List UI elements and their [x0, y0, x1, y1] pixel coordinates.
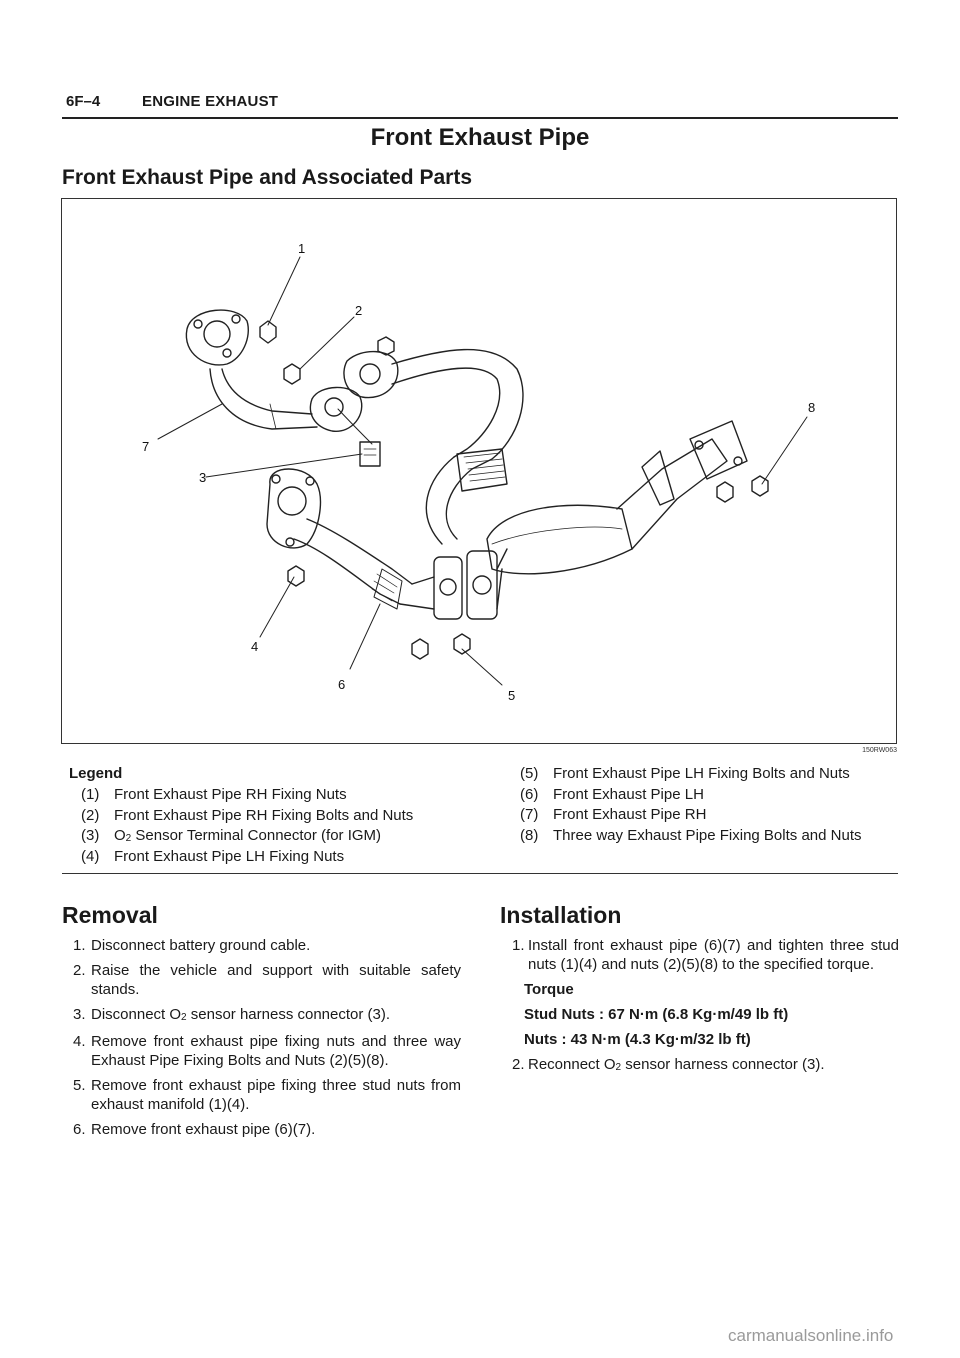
installation-steps	[500, 936, 899, 1082]
legend-item: (3) $O_2$ Sensor Terminal Connector (for IGM)	[81, 827, 382, 844]
figure-heading: Front Exhaust Pipe and Associated Parts	[62, 166, 472, 189]
list-item: 6. Remove front exhaust pipe (6)(7).	[73, 1121, 316, 1138]
legend-item: (7) Front Exhaust Pipe RH	[520, 806, 707, 823]
callout-1: 1	[298, 241, 306, 256]
list-item: 2. Raise the vehicle and support with suitable safety stands.	[73, 962, 461, 998]
callout-5: 5	[508, 688, 516, 703]
installation-heading: Installation	[500, 902, 622, 928]
callout-4: 4	[251, 639, 259, 654]
legend-left-column	[81, 786, 413, 868]
legend-item: (8) Three way Exhaust Pipe Fixing Bolts and Nuts	[520, 826, 862, 844]
figure-code: 150RW063	[862, 747, 897, 754]
callout-3: 3	[199, 470, 207, 485]
callout-7: 7	[142, 439, 150, 454]
callout-8: 8	[808, 400, 816, 415]
legend-item: (1) Front Exhaust Pipe RH Fixing Nuts	[81, 786, 347, 803]
legend-right-column	[520, 765, 861, 847]
list-item: 1. Install front exhaust pipe (6)(7) and tighten three stud nuts (1)(4) and nuts (2)(5)(8) to the specified torque.	[512, 937, 899, 973]
removal-steps	[63, 936, 461, 1145]
list-item: 1. Disconnect battery ground cable.	[73, 937, 311, 954]
page-header	[62, 91, 898, 119]
section-title: ENGINE EXHAUST	[142, 93, 279, 110]
callout-6: 6	[338, 677, 346, 692]
page-title: Front Exhaust Pipe	[370, 124, 590, 151]
removal-heading: Removal	[62, 902, 158, 928]
page-number: 6F–4	[66, 93, 101, 110]
watermark: carmanualsonline.info	[728, 1326, 894, 1345]
list-item: 4. Remove front exhaust pipe fixing nuts and three way Exhaust Pipe Fixing Bolts and Nuts (2)(5)(8).	[73, 1033, 461, 1069]
legend-title: Legend	[69, 765, 123, 782]
exhaust-diagram	[62, 199, 896, 743]
list-item: 3. Disconnect $O_2$ sensor harness connector (3).	[73, 1006, 391, 1023]
exhaust-parts-figure	[61, 198, 897, 744]
list-item: 5. Remove front exhaust pipe fixing three stud nuts from exhaust manifold (1)(4).	[73, 1077, 461, 1113]
legend-item: (4) Front Exhaust Pipe LH Fixing Nuts	[81, 847, 345, 865]
torque-nuts: Nuts : 43 N·m (4.3 Kg·m/32 lb ft)	[524, 1031, 751, 1048]
list-item: 2. Reconnect $O_2$ sensor harness connector (3).	[512, 1056, 825, 1073]
legend-item: (6) Front Exhaust Pipe LH	[520, 785, 704, 803]
callout-2: 2	[355, 303, 363, 318]
legend-item: (5) Front Exhaust Pipe LH Fixing Bolts and Nuts	[520, 765, 850, 782]
section-divider	[62, 873, 898, 874]
torque-stud-nuts: Stud Nuts : 67 N·m (6.8 Kg·m/49 lb ft)	[524, 1006, 789, 1023]
torque-label: Torque	[524, 981, 574, 998]
legend-item: (2) Front Exhaust Pipe RH Fixing Bolts and Nuts	[81, 806, 414, 824]
